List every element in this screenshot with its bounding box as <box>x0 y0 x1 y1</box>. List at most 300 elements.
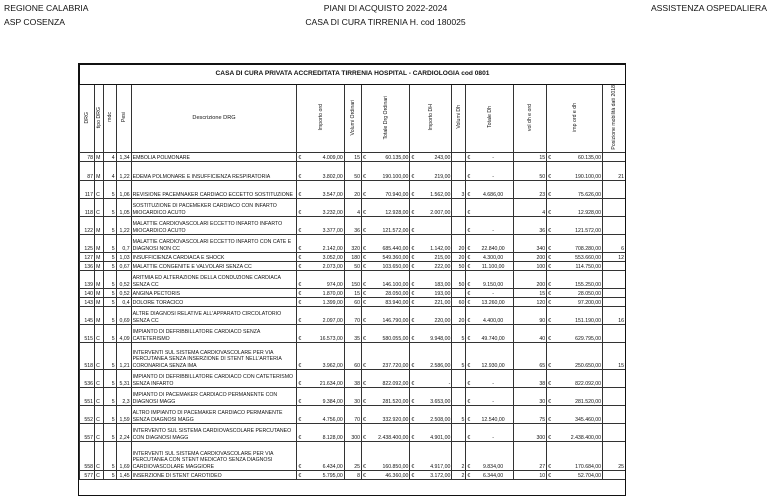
table-row <box>80 306 626 324</box>
currency-symbol: € <box>466 180 474 198</box>
tot-ord-cell: 146.790,00 <box>369 306 410 324</box>
imp-tot-cell: 12.928,00 <box>554 198 602 216</box>
drg-cell: 125 <box>80 234 95 252</box>
table-row <box>80 387 626 405</box>
currency-symbol: € <box>547 216 555 234</box>
imp-ord-cell: 2.142,00 <box>304 234 344 252</box>
vol-tot-cell: 23 <box>513 180 546 198</box>
mob-cell <box>603 324 626 342</box>
drg-cell: 577 <box>80 470 95 479</box>
vol-tot-cell: 38 <box>513 369 546 387</box>
vol-ord-cell: 30 <box>344 387 361 405</box>
mdc-cell: 5 <box>103 234 116 252</box>
imp-ord-cell: 2.097,00 <box>304 306 344 324</box>
drg-cell: 515 <box>80 324 95 342</box>
currency-symbol: € <box>466 152 474 161</box>
peso-cell: 1,21 <box>116 342 131 369</box>
tipo-cell: C <box>95 324 104 342</box>
tot-dh-cell: 49.740,00 <box>473 324 513 342</box>
currency-symbol: € <box>547 234 555 252</box>
tipo-cell: M <box>95 234 104 252</box>
currency-symbol: € <box>297 423 305 441</box>
imp-ord-cell: 5.795,00 <box>304 470 344 479</box>
currency-symbol: € <box>410 270 418 288</box>
currency-symbol: € <box>410 369 418 387</box>
vol-ord-cell: 4 <box>344 198 361 216</box>
mob-cell <box>603 288 626 297</box>
header-region: REGIONE CALABRIA <box>4 3 89 13</box>
col-imp-ord: Importo ord <box>297 85 344 153</box>
drg-cell: 78 <box>80 152 95 161</box>
imp-dh-cell: 220,00 <box>417 306 451 324</box>
tot-ord-cell: 580.055,00 <box>369 324 410 342</box>
currency-symbol: € <box>297 252 305 261</box>
imp-dh-cell: 3.653,00 <box>417 387 451 405</box>
peso-cell: 2,3 <box>116 387 131 405</box>
tot-dh-cell <box>473 198 513 216</box>
mob-cell <box>603 297 626 306</box>
tot-dh-cell: - <box>473 216 513 234</box>
tot-ord-cell: 28.050,00 <box>369 288 410 297</box>
imp-dh-cell: 9.948,00 <box>417 324 451 342</box>
table-row <box>80 270 626 288</box>
currency-symbol: € <box>547 423 555 441</box>
table-row <box>80 470 626 479</box>
imp-ord-cell: 16.573,00 <box>304 324 344 342</box>
tot-dh-cell: 12.540,00 <box>473 405 513 423</box>
desc-cell: ARITMIA ED ALTERAZIONE DELLA CONDUZIONE CARDIACA SENZA CC <box>131 270 297 288</box>
currency-symbol: € <box>361 234 369 252</box>
currency-symbol: € <box>297 152 305 161</box>
currency-symbol: € <box>361 324 369 342</box>
mdc-cell: 5 <box>103 297 116 306</box>
imp-tot-cell: 75.626,00 <box>554 180 602 198</box>
tipo-cell: C <box>95 342 104 369</box>
imp-ord-cell: 3.547,00 <box>304 180 344 198</box>
currency-symbol: € <box>547 288 555 297</box>
col-tot-ord: Totale Drg Ordinari <box>361 85 409 153</box>
tot-dh-cell: 4.300,00 <box>473 252 513 261</box>
vol-dh-cell <box>452 198 466 216</box>
imp-tot-cell: 151.190,00 <box>554 306 602 324</box>
peso-cell: 1,59 <box>116 405 131 423</box>
vol-dh-cell <box>452 152 466 161</box>
mob-cell: 6 <box>603 234 626 252</box>
imp-tot-cell: 121.572,00 <box>554 216 602 234</box>
col-mdc: mdc <box>103 85 116 153</box>
col-peso: Pesi <box>116 85 131 153</box>
vol-ord-cell: 50 <box>344 161 361 180</box>
drg-cell: 557 <box>80 423 95 441</box>
peso-cell: 1,22 <box>116 161 131 180</box>
drg-cell: 558 <box>80 441 95 470</box>
header-plan-title: PIANI DI ACQUISTO 2022-2024 <box>323 3 448 13</box>
mdc-cell: 5 <box>103 270 116 288</box>
currency-symbol: € <box>410 216 418 234</box>
vol-ord-cell: 320 <box>344 234 361 252</box>
mdc-cell: 5 <box>103 252 116 261</box>
currency-symbol: € <box>466 216 474 234</box>
mob-cell <box>603 470 626 479</box>
currency-symbol: € <box>410 387 418 405</box>
currency-symbol: € <box>410 470 418 479</box>
peso-cell: 1,03 <box>116 252 131 261</box>
peso-cell: 0,4 <box>116 297 131 306</box>
vol-tot-cell: 65 <box>513 342 546 369</box>
currency-symbol: € <box>547 270 555 288</box>
tot-dh-cell: - <box>473 369 513 387</box>
vol-dh-cell: 20 <box>452 252 466 261</box>
table-row <box>80 234 626 252</box>
vol-ord-cell: 150 <box>344 270 361 288</box>
imp-tot-cell: 97.200,00 <box>554 297 602 306</box>
imp-ord-cell: 974,00 <box>304 270 344 288</box>
tipo-cell: C <box>95 180 104 198</box>
imp-ord-cell: 3.377,00 <box>304 216 344 234</box>
currency-symbol: € <box>361 288 369 297</box>
currency-symbol: € <box>466 161 474 180</box>
imp-dh-cell: 193,00 <box>417 288 451 297</box>
drg-cell: 518 <box>80 342 95 369</box>
imp-dh-cell: 221,00 <box>417 297 451 306</box>
vol-dh-cell <box>452 369 466 387</box>
currency-symbol: € <box>547 252 555 261</box>
vol-tot-cell: 200 <box>513 252 546 261</box>
tot-dh-cell: - <box>473 387 513 405</box>
tot-ord-cell: 549.360,00 <box>369 252 410 261</box>
drg-cell: 140 <box>80 288 95 297</box>
currency-symbol: € <box>297 441 305 470</box>
vol-tot-cell: 27 <box>513 441 546 470</box>
currency-symbol: € <box>297 342 305 369</box>
tipo-cell: M <box>95 288 104 297</box>
imp-dh-cell: - <box>417 369 451 387</box>
peso-cell: 0,69 <box>116 306 131 324</box>
table-row <box>80 342 626 369</box>
currency-symbol: € <box>297 470 305 479</box>
imp-tot-cell: 190.100,00 <box>554 161 602 180</box>
desc-cell: INTERVENTI SUL SISTEMA CARDIOVASCOLARE PER VIA PERCUTANEA CON STENT MEDICATO SENZA DIAGNOSI CARDIOVASCOLARE MAGGIORE <box>131 441 297 470</box>
currency-symbol: € <box>361 470 369 479</box>
peso-cell: 5,31 <box>116 369 131 387</box>
imp-dh-cell: 183,00 <box>417 270 451 288</box>
vol-dh-cell: 5 <box>452 324 466 342</box>
header-assistance: ASSISTENZA OSPEDALIERA <box>650 3 767 13</box>
currency-symbol: € <box>410 342 418 369</box>
table-row <box>80 288 626 297</box>
currency-symbol: € <box>361 369 369 387</box>
desc-cell: EMBOLIA POLMONARE <box>131 152 297 161</box>
currency-symbol: € <box>547 180 555 198</box>
currency-symbol: € <box>410 198 418 216</box>
tot-ord-cell: 103.650,00 <box>369 261 410 270</box>
desc-cell: REVISIONE PACEMNAKER CARDIACO ECCETTO SOSTITUZIONE <box>131 180 297 198</box>
vol-dh-cell <box>452 161 466 180</box>
currency-symbol: € <box>361 152 369 161</box>
currency-symbol: € <box>297 180 305 198</box>
desc-cell: ANGINA PECTORIS <box>131 288 297 297</box>
desc-cell: ALTRE DIAGNOSI RELATIVE ALL'APPARATO CIRCOLATORIO SENZA CC <box>131 306 297 324</box>
desc-cell: INTERVENTO SUL SISTEMA CARDIOVASCOLARE PERCUTANEO CON DIAGNOSI MAGG <box>131 423 297 441</box>
header-clinic-name: CASA DI CURA TIRRENIA H. cod 180025 <box>305 17 466 27</box>
mdc-cell: 5 <box>103 324 116 342</box>
peso-cell: 1,05 <box>116 198 131 216</box>
currency-symbol: € <box>361 161 369 180</box>
tot-dh-cell: 9.150,00 <box>473 270 513 288</box>
mdc-cell: 5 <box>103 405 116 423</box>
currency-symbol: € <box>297 198 305 216</box>
imp-tot-cell: 250.650,00 <box>554 342 602 369</box>
peso-cell: 0,67 <box>116 261 131 270</box>
col-imp-dh: Importo DH <box>410 85 452 153</box>
mob-cell <box>603 405 626 423</box>
vol-tot-cell: 300 <box>513 423 546 441</box>
desc-cell: SOSTITUZIONE DI PACEMEKER CARDIACO CON INFARTO MIOCARDICO ACUTO <box>131 198 297 216</box>
currency-symbol: € <box>297 288 305 297</box>
currency-symbol: € <box>466 470 474 479</box>
tot-ord-cell: 160.850,00 <box>369 441 410 470</box>
currency-symbol: € <box>466 369 474 387</box>
vol-ord-cell: 60 <box>344 297 361 306</box>
desc-cell: MALATTIE CARDIOVASCOLARI ECCETTO INFARTO INFARTO MIOCARDICO ACUTO <box>131 216 297 234</box>
currency-symbol: € <box>361 261 369 270</box>
vol-tot-cell: 75 <box>513 405 546 423</box>
mob-cell <box>603 152 626 161</box>
drg-cell: 143 <box>80 297 95 306</box>
tipo-cell: C <box>95 470 104 479</box>
tot-ord-cell: 281.520,00 <box>369 387 410 405</box>
currency-symbol: € <box>297 234 305 252</box>
vol-ord-cell: 70 <box>344 306 361 324</box>
currency-symbol: € <box>466 387 474 405</box>
vol-dh-cell: 60 <box>452 297 466 306</box>
tipo-cell: M <box>95 252 104 261</box>
tipo-cell: C <box>95 405 104 423</box>
drg-cell: 136 <box>80 261 95 270</box>
vol-ord-cell: 20 <box>344 180 361 198</box>
imp-ord-cell: 6.434,00 <box>304 441 344 470</box>
vol-dh-cell: 50 <box>452 270 466 288</box>
currency-symbol: € <box>361 216 369 234</box>
col-vol-tot: vol dh e ord <box>513 85 546 153</box>
col-desc: Descrizione DRG <box>131 85 297 153</box>
imp-dh-cell: 3.172,00 <box>417 470 451 479</box>
mdc-cell: 5 <box>103 306 116 324</box>
currency-symbol: € <box>466 297 474 306</box>
drg-cell: 536 <box>80 369 95 387</box>
currency-symbol: € <box>466 261 474 270</box>
table-row <box>80 198 626 216</box>
tot-ord-cell: 332.920,00 <box>369 405 410 423</box>
imp-ord-cell: 1.870,00 <box>304 288 344 297</box>
imp-ord-cell: 3.802,00 <box>304 161 344 180</box>
vol-dh-cell: 20 <box>452 306 466 324</box>
mob-cell <box>603 387 626 405</box>
tot-dh-cell: - <box>473 161 513 180</box>
mdc-cell: 5 <box>103 441 116 470</box>
desc-cell: INTERVENTI SUL SISTEMA CARDIOVASCOLARE PER VIA PERCUTANEA SENZA INSERZIONE DI STENT NELL'ARTERIA CORONARICA SENZA IMA <box>131 342 297 369</box>
mob-cell <box>603 216 626 234</box>
mdc-cell: 4 <box>103 152 116 161</box>
vol-dh-cell <box>452 216 466 234</box>
vol-ord-cell: 15 <box>344 288 361 297</box>
tot-dh-cell: - <box>473 423 513 441</box>
vol-ord-cell: 15 <box>344 152 361 161</box>
vol-ord-cell: 25 <box>344 441 361 470</box>
imp-ord-cell: 9.384,00 <box>304 387 344 405</box>
vol-dh-cell: 5 <box>452 342 466 369</box>
tot-ord-cell: 60.135,00 <box>369 152 410 161</box>
table-row <box>80 405 626 423</box>
imp-ord-cell: 21.634,00 <box>304 369 344 387</box>
imp-ord-cell: 8.128,00 <box>304 423 344 441</box>
drg-cell: 139 <box>80 270 95 288</box>
imp-dh-cell: 219,00 <box>417 161 451 180</box>
col-vol-ord: Volumi Ordinari <box>344 85 361 153</box>
peso-cell: 0,7 <box>116 234 131 252</box>
drg-cell: 551 <box>80 387 95 405</box>
currency-symbol: € <box>466 198 474 216</box>
table-row <box>80 161 626 180</box>
currency-symbol: € <box>410 297 418 306</box>
currency-symbol: € <box>547 387 555 405</box>
mob-cell: 12 <box>603 252 626 261</box>
vol-tot-cell: 36 <box>513 216 546 234</box>
imp-dh-cell: 243,00 <box>417 152 451 161</box>
tot-dh-cell: 6.344,00 <box>473 470 513 479</box>
currency-symbol: € <box>361 180 369 198</box>
tot-ord-cell: 822.092,00 <box>369 369 410 387</box>
mdc-cell: 5 <box>103 470 116 479</box>
imp-dh-cell: 1.142,00 <box>417 234 451 252</box>
desc-cell: MALATTIE CONGENITE E VALVOLARI SENZA CC <box>131 261 297 270</box>
currency-symbol: € <box>547 324 555 342</box>
vol-tot-cell: 200 <box>513 270 546 288</box>
drg-cell: 122 <box>80 216 95 234</box>
currency-symbol: € <box>547 297 555 306</box>
currency-symbol: € <box>466 288 474 297</box>
imp-ord-cell: 2.073,00 <box>304 261 344 270</box>
tot-dh-cell: 4.686,00 <box>473 180 513 198</box>
tipo-cell: M <box>95 261 104 270</box>
tipo-cell: C <box>95 441 104 470</box>
imp-ord-cell: 4.009,00 <box>304 152 344 161</box>
imp-dh-cell: 4.917,00 <box>417 441 451 470</box>
col-vol-dh: Volumi Dh <box>452 85 466 153</box>
currency-symbol: € <box>410 423 418 441</box>
tot-ord-cell: 46.360,00 <box>369 470 410 479</box>
mob-cell <box>603 423 626 441</box>
col-drg: DRG <box>80 85 95 153</box>
currency-symbol: € <box>297 369 305 387</box>
vol-tot-cell: 15 <box>513 152 546 161</box>
imp-tot-cell: 345.460,00 <box>554 405 602 423</box>
mdc-cell: 5 <box>103 216 116 234</box>
mdc-cell: 5 <box>103 198 116 216</box>
tot-ord-cell: 190.100,00 <box>369 161 410 180</box>
currency-symbol: € <box>547 306 555 324</box>
imp-dh-cell <box>417 216 451 234</box>
tipo-cell: M <box>95 161 104 180</box>
desc-cell: EDEMA POLMONARE E INSUFFICIENZA RESPIRATORIA <box>131 161 297 180</box>
drg-cell: 118 <box>80 198 95 216</box>
peso-cell: 0,52 <box>116 270 131 288</box>
col-tot-dh: Totale Dh <box>466 85 513 153</box>
imp-dh-cell: 222,00 <box>417 261 451 270</box>
tipo-cell: M <box>95 216 104 234</box>
imp-ord-cell: 4.756,00 <box>304 405 344 423</box>
currency-symbol: € <box>547 198 555 216</box>
vol-tot-cell: 90 <box>513 306 546 324</box>
desc-cell: MALATTIE CARDIOVASCOLARI ECCETTO INFARTO CON CATE E DIAGNOSI NON CC <box>131 234 297 252</box>
vol-ord-cell: 300 <box>344 423 361 441</box>
tot-ord-cell: 2.438.400,00 <box>369 423 410 441</box>
mob-cell <box>603 180 626 198</box>
currency-symbol: € <box>547 161 555 180</box>
peso-cell: 2,24 <box>116 423 131 441</box>
drg-cell: 87 <box>80 161 95 180</box>
table-row <box>80 261 626 270</box>
vol-dh-cell: 5 <box>452 405 466 423</box>
tot-ord-cell: 121.572,00 <box>369 216 410 234</box>
drg-cell: 117 <box>80 180 95 198</box>
tot-dh-cell: 4.400,00 <box>473 306 513 324</box>
desc-cell: DOLORE TORACICO <box>131 297 297 306</box>
currency-symbol: € <box>410 152 418 161</box>
imp-dh-cell: 2.007,00 <box>417 198 451 216</box>
currency-symbol: € <box>466 234 474 252</box>
currency-symbol: € <box>297 270 305 288</box>
tipo-cell: M <box>95 270 104 288</box>
tipo-cell: M <box>95 306 104 324</box>
currency-symbol: € <box>547 342 555 369</box>
table-row <box>80 180 626 198</box>
tot-dh-cell: 11.100,00 <box>473 261 513 270</box>
mdc-cell: 5 <box>103 342 116 369</box>
vol-dh-cell: 3 <box>452 180 466 198</box>
vol-dh-cell: 2 <box>452 470 466 479</box>
currency-symbol: € <box>410 161 418 180</box>
imp-dh-cell: 2.586,00 <box>417 342 451 369</box>
imp-tot-cell: 708.280,00 <box>554 234 602 252</box>
currency-symbol: € <box>410 261 418 270</box>
currency-symbol: € <box>547 405 555 423</box>
imp-tot-cell: 2.438.400,00 <box>554 423 602 441</box>
tot-dh-cell: 9.834,00 <box>473 441 513 470</box>
mob-cell <box>603 198 626 216</box>
currency-symbol: € <box>410 324 418 342</box>
col-tipo: tipo DRG <box>95 85 104 153</box>
mdc-cell: 5 <box>103 288 116 297</box>
currency-symbol: € <box>466 342 474 369</box>
drg-table <box>79 64 626 480</box>
vol-ord-cell: 70 <box>344 405 361 423</box>
drg-cell: 127 <box>80 252 95 261</box>
currency-symbol: € <box>466 324 474 342</box>
currency-symbol: € <box>297 306 305 324</box>
imp-dh-cell: 4.901,00 <box>417 423 451 441</box>
currency-symbol: € <box>297 387 305 405</box>
currency-symbol: € <box>361 387 369 405</box>
vol-ord-cell: 35 <box>344 324 361 342</box>
tot-ord-cell: 12.928,00 <box>369 198 410 216</box>
vol-dh-cell <box>452 423 466 441</box>
desc-cell: INSERZIONE DI STENT CAROTIDEO <box>131 470 297 479</box>
currency-symbol: € <box>361 198 369 216</box>
imp-ord-cell: 1.399,00 <box>304 297 344 306</box>
table-row <box>80 369 626 387</box>
currency-symbol: € <box>297 297 305 306</box>
